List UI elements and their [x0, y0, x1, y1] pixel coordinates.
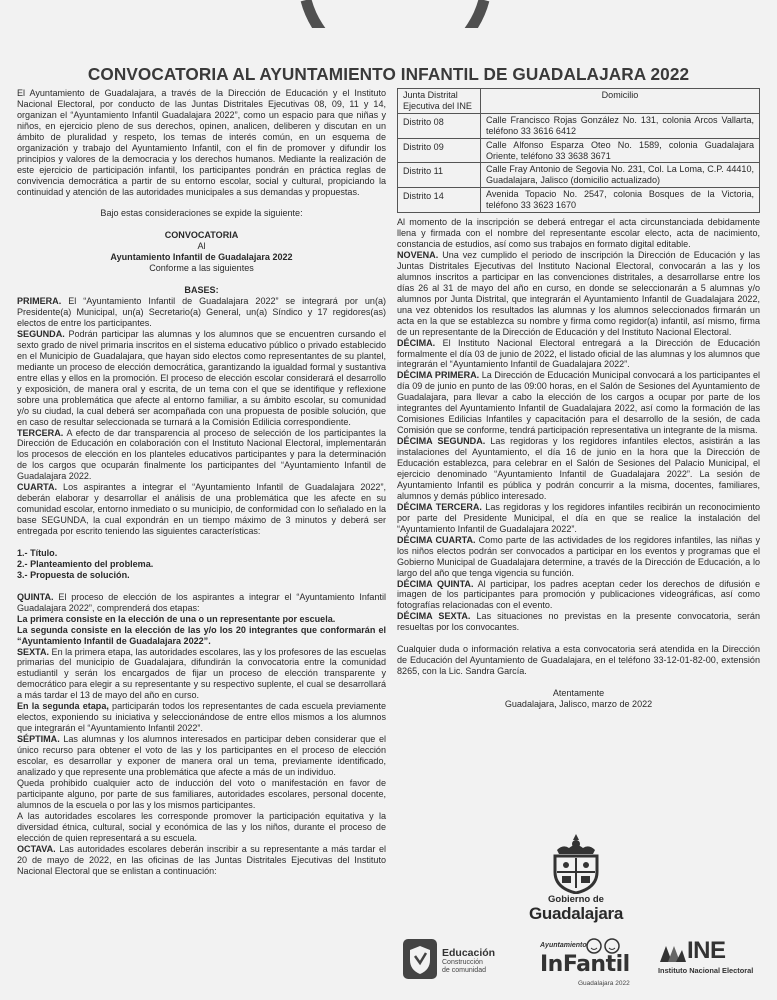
base-label: SÉPTIMA. — [17, 734, 60, 745]
guadalajara-label: Guadalajara — [528, 904, 624, 923]
educacion-label: Educación — [442, 947, 496, 959]
sexta-second-stage — [17, 701, 386, 734]
district-cell: Distrito 14 — [398, 188, 481, 213]
closing-line: Atentamente — [552, 688, 605, 699]
contact-paragraph: Cualquier duda o información relativa a esta convocatoria será atendida en la Dirección de Educación del Ayuntamiento de Guadalajara, en el teléfono 33-12-01-82-00, extensión 8265, con la Lic. Sandra García. — [397, 644, 760, 677]
base-text: A efecto de dar transparencia al proceso de selección de los participantes la Dirección de Educación en colaboración con el Instituto Nacional Electoral, implementarán los procesos de elección en los planteles educativos participantes y para la determinación de los cargos que ocuparán finalmente los participantes del “Ayuntamiento Infantil de Guadalajara 2022. — [17, 427, 386, 482]
base-label: NOVENA. — [397, 249, 439, 260]
base-label: DÉCIMA. — [397, 337, 436, 348]
educacion-tagline-2: de comunidad — [442, 967, 486, 974]
inscription-paragraph: Al momento de la inscripción se deberá entregar el acta circunstanciada debidamente llena y firmada con el nombre del representante escolar electo, acta de nacimiento, constancia de estudios, así como sus trabajos en formato digital editable. — [397, 217, 760, 249]
septima-paragraph: A las autoridades escolares les corresponde promover la participación equitativa y la diversidad étnica, cultural, social y económica de las y los niños, durante el proceso de elección de quien representará a su escuela. — [17, 810, 386, 843]
base-text: Los aspirantes a integrar el “Ayuntamiento Infantil de Guadalajara 2022”, deberán elaborar y desarrollar el análisis de una problemática que les afecte en su comunidad escolar, entorno inmediato o su municipio, de conformidad con lo señalado en la base SEGUNDA, la cual expondrán en un tiempo máximo de 3 minutos y deberá ser entregada por escrito teniendo las siguientes características: — [17, 482, 386, 537]
base-octava — [17, 844, 386, 877]
infantil-top-label: Ayuntamiento — [540, 942, 587, 949]
address-cell: Avenida Topacio No. 2547, colonia Bosques de la Victoria, teléfono 33 3623 1670 — [481, 188, 760, 213]
base-quinta — [17, 592, 386, 614]
base-label: PRIMERA. — [17, 296, 62, 307]
base-label: DÉCIMA QUINTA. — [397, 578, 474, 589]
considerations-line: Bajo estas consideraciones se expide la siguiente: — [100, 208, 303, 219]
base-label: DÉCIMA PRIMERA. — [397, 370, 480, 381]
right-column — [397, 88, 760, 710]
top-seal-arc — [300, 0, 490, 28]
base-decima-primera — [397, 370, 760, 436]
base-text: participarán todos los representantes de cada escuela previamente electos, exponiendo su iniciativa y seleccionándose de entre ellos mismos a los alumnos que integrarán el “Ayuntamiento Infantil 2022”. — [17, 701, 386, 734]
base-text: Las autoridades escolares deberán inscribir a su representante a más tardar el 20 de mayo de 2022, en las oficinas de las Juntas Distritales Ejecutivas del Instituto Nacional Electoral que se enlistan a continuación: — [17, 843, 386, 876]
table-row — [398, 138, 760, 163]
base-tercera — [17, 428, 386, 483]
base-septima — [17, 734, 386, 778]
convocatoria-heading-sub: Conforme a las siguientes — [149, 263, 254, 274]
bases-title: BASES: — [184, 285, 219, 296]
ine-logo-icon — [658, 942, 686, 964]
characteristic-item: 2.- Planteamiento del problema. — [17, 558, 154, 569]
base-label: DÉCIMA SEXTA. — [397, 611, 471, 622]
base-label: SEXTA. — [17, 646, 50, 657]
base-label: DÉCIMA TERCERA. — [397, 501, 482, 512]
base-label: SEGUNDA. — [17, 328, 65, 339]
base-decima — [397, 338, 760, 371]
base-decima-tercera — [397, 502, 760, 535]
table-header-address: Domicilio — [481, 89, 760, 114]
district-cell: Distrito 08 — [398, 113, 481, 138]
convocatoria-heading-al: Al — [197, 241, 206, 252]
closing-place-date: Guadalajara, Jalisco, marzo de 2022 — [504, 698, 653, 709]
address-cell: Calle Alfonso Esparza Oteo No. 1589, colonia Guadalajara Oriente, teléfono 33 3638 3671 — [481, 138, 760, 163]
base-label: TERCERA. — [17, 427, 64, 438]
base-decima-quinta — [397, 579, 760, 612]
address-cell: Calle Fray Antonio de Segovia No. 231, Col. La Loma, C.P. 44410, Guadalajara, Jalisco (domicilio actualizado) — [481, 163, 760, 188]
base-text: El “Ayuntamiento Infantil de Guadalajara 2022” se integrará por un(a) Presidente(a) Municipal, un(a) Secretario(a) General, un(a) Síndico y 17 regidores(as) electos de entre los participantes. — [17, 296, 386, 328]
base-label: DÉCIMA SEGUNDA. — [397, 436, 486, 447]
base-primera — [17, 296, 386, 329]
base-label: DÉCIMA CUARTA. — [397, 534, 476, 545]
stage-one: La primera consiste en la elección de una o un representante por escuela. — [17, 613, 336, 624]
gobierno-label: Gobierno de — [548, 894, 604, 905]
base-text: El proceso de elección de los aspirantes a integrar el “Ayuntamiento Infantil Guadalajara 2022”, comprenderá dos etapas: — [17, 591, 386, 613]
intro-paragraph: El Ayuntamiento de Guadalajara, a través de la Dirección de Educación y el Instituto Nacional Electoral, por conducto de las Juntas Distritales Ejecutivas 08, 09, 11 y 14, organizan el “Ayuntamiento Infantil Guadalajara 2022”, como un espacio para que niñas y niños, en ejercicio pleno de sus derechos, opinen, analicen, deliberen y discutan en un ámbito de pluralidad y respeto, los temas de interés común, en un esquema de organización y trabajo del Ayuntamiento Infantil, con el fin de promover y difundir los principios y valores de la democracia y los derechos humanos. Mediante la realización de este ejercicio de participación infantil, los participantes pondrán en práctica reglas de convivencia democrática a partir de su entorno escolar, social y cultural, propiciando la continuidad y atención de las autoridades municipales a sus demandas y propuestas. — [17, 88, 386, 197]
table-header-row — [398, 89, 760, 114]
table-row — [398, 163, 760, 188]
table-row — [398, 113, 760, 138]
educacion-tagline: Construcción — [442, 959, 483, 966]
base-segunda — [17, 329, 386, 428]
base-sexta — [17, 647, 386, 702]
base-cuarta — [17, 482, 386, 537]
base-label: OCTAVA. — [17, 843, 56, 854]
characteristic-item: 3.- Propuesta de solución. — [17, 569, 130, 580]
base-text: Podrán participar las alumnas y los alumnos que se encuentren cursando el sexto grado de nivel primaria inscritos en el sistema educativo público o privado establecido en el Municipio de Guadalajara, que hayan sido electos como representantes de su plantel, mediante un proceso de elección democrática, garantizando la igualdad formal y sustantiva entre ellas y ellos en la promoción. El proceso de elección escolar considerará el desarrollo y exposición, de manera oral y escrita, de un tema con el que se identifique y reflexione sobre una problemática que afecte al entorno familiar, a su ámbito escolar, su comunidad y/o su ciudad, la cual deberá ser acompañada con una propuesta de posible solución, que en caso de resultar seleccionada se turnará a la Comisión Edilicia correspondiente. — [17, 328, 386, 427]
district-table — [397, 88, 760, 213]
left-column — [17, 88, 386, 877]
base-text: En la primera etapa, las autoridades escolares, las y los profesores de las escuelas primarias del municipio de Guadalajara, difundirán la convocatoria entre la comunidad estudiantil y serán los encargados de fijar un proceso de elección transparente y democrático para elegir a su representante y su respectivo suplente, el cual se desarrollará a más tardar el 13 de mayo del año en curso. — [17, 646, 386, 701]
base-text: Las situaciones no previstas en la presente convocatoria, serán resueltas por los convocantes. — [397, 611, 760, 633]
base-decima-cuarta — [397, 535, 760, 579]
page-title: CONVOCATORIA AL AYUNTAMIENTO INFANTIL DE GUADALAJARA 2022 — [87, 64, 690, 84]
district-cell: Distrito 09 — [398, 138, 481, 163]
base-label: CUARTA. — [17, 482, 58, 493]
base-label: En la segunda etapa, — [17, 701, 109, 712]
infantil-label: InFantil — [540, 952, 630, 977]
base-text: La Dirección de Educación Municipal convocará a los participantes el día 09 de junio en punto de las 09:00 horas, en el Salón de Sesiones del Ayuntamiento de Guadalajara, para llevar a cabo la elección de los cargos a ocupar por parte de los integrantes del Ayuntamiento Infantil de Guadalajara 2022, así como la formación de las Comisiones Edilicias Infantiles y capacitación para el desarrollo de la sesión, de cada Comisión que se conforme, tendrá participación representativa un integrante de la misma. — [397, 370, 761, 436]
septima-paragraph: Queda prohibido cualquier acto de inducción del voto o manifestación en favor de participante alguno, por parte de sus familiares, autoridades escolares, personal docente, alumnos de la escuela o por las y los mismos participantes. — [17, 777, 386, 810]
base-text: Al participar, los padres aceptan ceder los derechos de difusión e imagen de los participantes para promoción y publicaciones videográficas, así como fotografías relacionadas con el evento. — [397, 578, 760, 611]
base-decima-sexta — [397, 611, 760, 633]
address-cell: Calle Francisco Rojas González No. 131, colonia Arcos Vallarta, teléfono 33 3616 6412 — [481, 113, 760, 138]
base-decima-segunda — [397, 436, 760, 502]
educacion-logo-icon — [402, 938, 438, 980]
ine-sub-label: Instituto Nacional Electoral — [658, 966, 754, 975]
base-text: Las alumnas y los alumnos interesados en participar deben considerar que el único recurso para obtener el voto de las y los participantes en el proceso de elección escolar, es desarrollar y exponer de manera oral un tema, previamente identificado, analizado y que represente una problemática que afecte a más de un individuo. — [17, 734, 386, 778]
convocatoria-heading-name: Ayuntamiento Infantil de Guadalajara 2022 — [110, 252, 293, 263]
base-text: Las regidoras y los regidores infantiles recibirán un reconocimiento por parte del Presidente Municipal, el día en que se realice la instalación del “Ayuntamiento Infantil de Guadalajara 2022”. — [397, 501, 761, 534]
base-text: Una vez cumplido el periodo de inscripción la Dirección de Educación y las Juntas Distritales Ejecutivas del Instituto Nacional Electoral, convocarán a las y los alumnos inscritos a participar en las convenciones distritales, a desarrollarse entre los días 26 al 31 de mayo del año en curso, en donde se seleccionarán a 5 alumnas y/o alumnos por Junta Distrital, que integrarán el Ayuntamiento Infantil de Guadalajara 2022, una vez obtenidos los resultados las alumnas y los alumnos seleccionados firmarán un acta en la que se establezca su nombre y firma como regidor(a) infantil, así mismo, firma de un representante de la Dirección de Educación y del Instituto Nacional Electoral. — [397, 249, 760, 337]
logos-area — [390, 828, 770, 998]
base-label: QUINTA. — [17, 591, 54, 602]
base-novena — [397, 250, 760, 338]
convocatoria-heading: CONVOCATORIA — [164, 230, 239, 241]
ine-label: INE — [687, 937, 726, 964]
base-text: Las regidoras y los regidores infantiles electos, asistirán a las instalaciones del Ayuntamiento, el día 16 de junio en la hora que la Dirección de Educación establezca, para celebrar en el Salón de Sesiones del Palacio Municipal, el ejercicio denominado “Ayuntamiento Infantil de Guadalajara 2022”. La sesión de Ayuntamiento Infantil es pública y podrán concurrir a la misma, docentes, familiares, alumnos y demás público interesado. — [397, 436, 760, 501]
infantil-sub-label: Guadalajara 2022 — [578, 980, 630, 987]
guadalajara-crest-icon — [543, 832, 609, 894]
table-row — [398, 188, 760, 213]
table-header-district: Junta Distrital Ejecutiva del INE — [398, 89, 481, 114]
base-text: El Instituto Nacional Electoral entregará a la Dirección de Educación formalmente el día 03 de junio de 2022, el listado oficial de las alumnas y los alumnos que integrarán el “Ayuntamiento Infantil de Guadalajara 2022”. — [397, 337, 760, 370]
district-cell: Distrito 11 — [398, 163, 481, 188]
characteristic-item: 1.- Título. — [17, 547, 58, 558]
base-text: Como parte de las actividades de los regidores infantiles, las niñas y los niños electos podrán ser convocados a participar en los eventos y programas que el Gobierno Municipal de Guadalajara determine, a través de la Dirección de Educación, a lo largo del año que tenga vigencia su función. — [397, 534, 760, 578]
stage-two: La segunda consiste en la elección de las y/o los 20 integrantes que conformarán el “Ayuntamiento Infantil de Guadalajara 2022”. — [17, 624, 386, 646]
